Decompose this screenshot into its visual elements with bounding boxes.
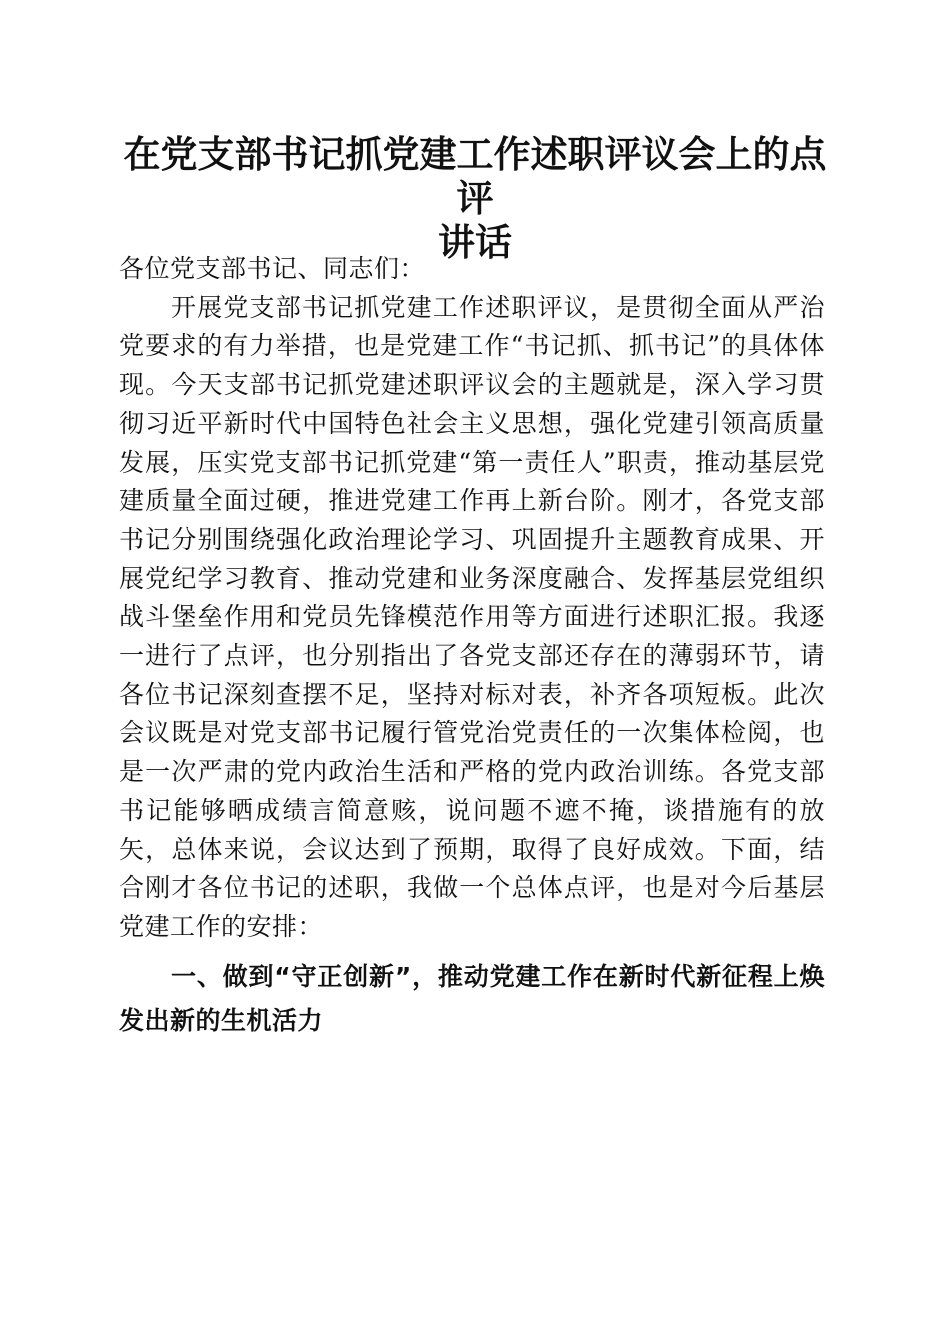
title-line-1: 在党支部书记抓党建工作述职评议会上的点评 bbox=[123, 132, 827, 220]
greeting: 各位党支部书记、同志们： bbox=[119, 254, 426, 283]
document-title bbox=[110, 132, 840, 264]
title-line-2: 讲话 bbox=[438, 220, 512, 264]
paragraph-1: 开展党支部书记抓党建工作述职评议，是贯彻全面从严治党要求的有力举措，也是党建工作“书记抓、抓书记”的具体体现。今天支部书记抓党建述职评议会的主题就是，深入学习贯彻习近平新时代中国特色社会主义思想，强化党建引领高质量发展，压实党支部书记抓党建“第一责任人”职责，推动基层党建质量全面过硬，推进党建工作再上新台阶。刚才，各党支部书记分别围绕强化政治理论学习、巩固提升主题教育成果、开展党纪学习教育、推动党建和业务深度融合、发挥基层党组织战斗堡垒作用和党员先锋模范作用等方面进行述职汇报。我逐一进行了点评，也分别指出了各党支部还存在的薄弱环节，请各位书记深刻查摆不足，坚持对标对表，补齐各项短板。此次会议既是对党支部书记履行管党治党责任的一次集体检阅，也是一次严肃的党内政治生活和严格的党内政治训练。各党支部书记能够晒成绩言简意赅，说问题不遮不掩，谈措施有的放矢，总体来说，会议达到了预期，取得了良好成效。下面，结合刚才各位书记的述职，我做一个总体点评，也是对今后基层党建工作的安排： bbox=[119, 292, 825, 941]
section-heading-1: 一、做到“守正创新”，推动党建工作在新时代新征程上焕发出新的生机活力 bbox=[119, 961, 825, 1035]
document-body bbox=[119, 250, 825, 1043]
